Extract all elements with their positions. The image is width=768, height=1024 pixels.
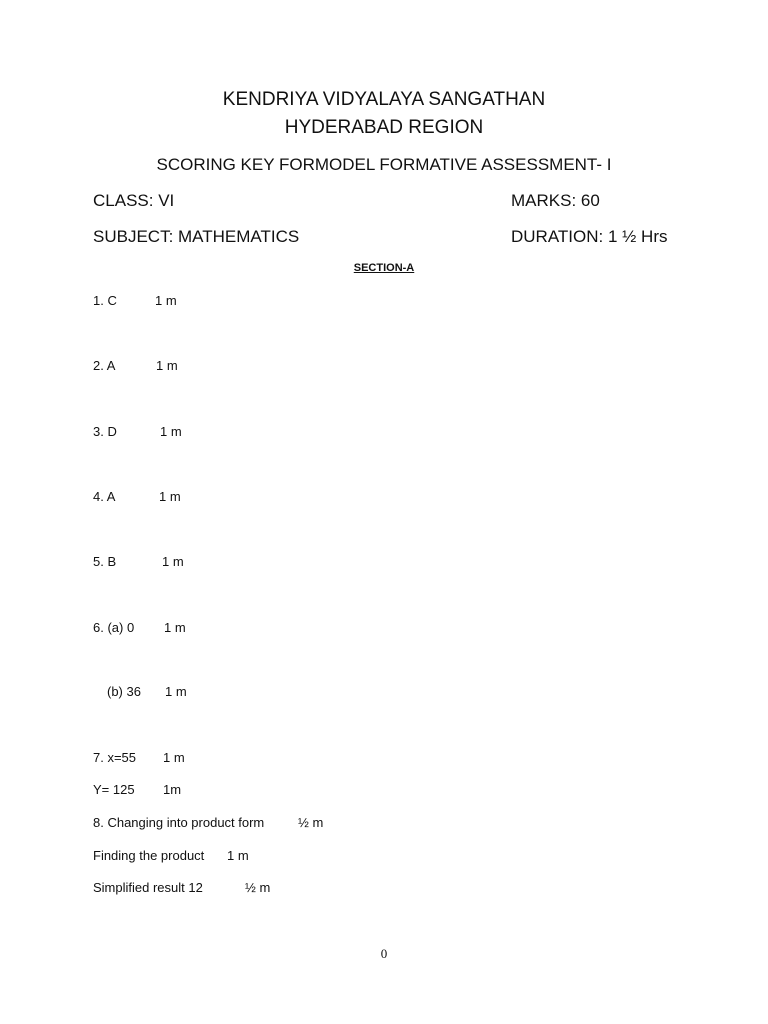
answer-label: Simplified result 12 (93, 880, 203, 895)
answer-label: 4. A (93, 489, 116, 504)
duration-info: DURATION: 1 ½ Hrs (511, 227, 668, 246)
answer-label: 3. D (93, 424, 117, 439)
answer-marks: 1 m (156, 358, 178, 373)
answer-line (93, 848, 249, 863)
answer-line (93, 750, 185, 765)
marks-info: MARKS: 60 (511, 191, 600, 210)
answer-marks: 1 m (155, 293, 177, 308)
answer-label: 2. A (93, 358, 116, 373)
document-subtitle: SCORING KEY FORMODEL FORMATIVE ASSESSMENT- I (156, 155, 612, 174)
page-number: 0 (380, 946, 388, 961)
answer-marks: 1m (163, 782, 182, 797)
answer-line (93, 489, 181, 504)
answer-label: 8. Changing into product form (93, 815, 265, 830)
answer-label: 5. B (93, 554, 117, 569)
answer-marks: 1 m (159, 489, 181, 504)
org-title: KENDRIYA VIDYALAYA SANGATHAN (222, 89, 546, 110)
answer-label: Y= 125 (93, 782, 135, 797)
answer-label: 6. (a) 0 (93, 620, 135, 635)
answer-marks: ½ m (245, 880, 271, 895)
answer-line (93, 358, 178, 373)
section-heading: SECTION-A (353, 262, 415, 274)
region-title: HYDERABAD REGION (284, 117, 484, 138)
answer-line (93, 620, 186, 635)
answer-line (93, 815, 323, 830)
answer-marks: 1 m (165, 684, 187, 699)
answer-line (93, 293, 177, 308)
subject-info: SUBJECT: MATHEMATICS (93, 227, 300, 246)
answer-label: Finding the product (93, 848, 205, 863)
answer-marks: 1 m (160, 424, 182, 439)
answer-line (93, 554, 184, 569)
answer-label: 7. x=55 (93, 750, 137, 765)
class-info: CLASS: VI (93, 191, 175, 210)
answer-marks: ½ m (298, 815, 324, 830)
answer-marks: 1 m (164, 620, 186, 635)
answer-line (93, 782, 181, 797)
answer-line (93, 880, 270, 895)
answer-marks: 1 m (163, 750, 185, 765)
answer-label: (b) 36 (107, 684, 141, 699)
answer-marks: 1 m (227, 848, 249, 863)
answer-marks: 1 m (162, 554, 184, 569)
answer-line (107, 684, 187, 699)
answer-line (93, 424, 182, 439)
answer-label: 1. C (93, 293, 117, 308)
